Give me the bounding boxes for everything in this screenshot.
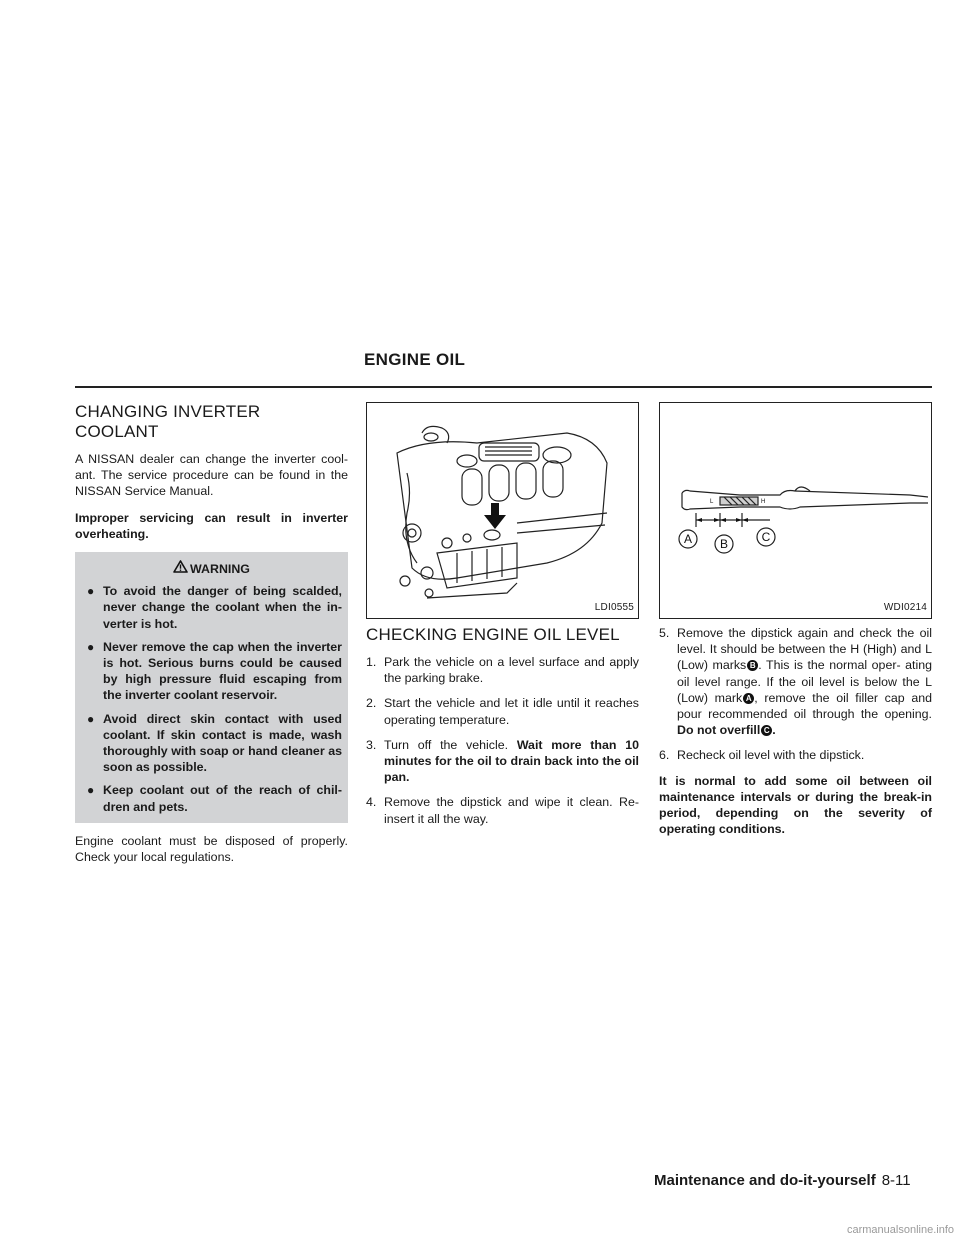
column-3 (659, 402, 932, 847)
bullet-icon: ● (87, 639, 95, 654)
step-item: 2. Start the vehicle and let it idle until it reaches operating temperature. (366, 696, 639, 727)
warning-item: ● Never remove the cap when the inverter is hot. Serious burns could be caused by high pressure fluid escaping from the inverter coolant reservoir. (87, 639, 342, 703)
engine-illustration (367, 403, 638, 618)
coolant-intro: A NISSAN dealer can change the inverter cool- ant. The service procedure can be found in the NISSAN Service Manual. (75, 452, 348, 499)
mark-a-icon: A (743, 693, 754, 704)
step-item: 3. Turn off the vehicle. Wait more than 10 minutes for the oil to drain back into the oil pan. (366, 737, 639, 785)
page-number: 8-11 (881, 1172, 911, 1189)
mark-b-icon: B (747, 660, 758, 671)
warning-item: ● To avoid the danger of being scalded, never change the coolant when the in- verter is hot. (87, 584, 342, 631)
fig-mark-b: B (719, 537, 729, 551)
warning-title: WARNING (190, 561, 250, 576)
dipstick-mark-h: H (761, 499, 766, 505)
bullet-icon: ● (87, 584, 95, 599)
mark-c-icon: C (761, 725, 772, 736)
step-item: 5. Remove the dipstick again and check the oil level. It should be between the H (High) and L (Low) marks B . This is the normal oper- ating oil level range. If the oil level is below the L (Low) mark A , remove the oil filler cap and pour recommended oil through the opening. Do not overfill C . (659, 626, 933, 738)
oil-steps-cont (659, 625, 932, 764)
dipstick-illustration (660, 403, 931, 618)
fig-mark-c: C (761, 530, 771, 544)
coolant-heading: CHANGING INVERTER COOLANT (75, 402, 261, 441)
watermark: carmanualsonline.info (846, 1224, 954, 1236)
bullet-icon: ● (87, 711, 95, 726)
section-title: ENGINE OIL (364, 350, 466, 369)
chapter-title: Maintenance and do-it-yourself (654, 1172, 876, 1189)
section-rule (75, 386, 932, 388)
warning-item: ● Keep coolant out of the reach of chil- dren and pets. (87, 783, 342, 814)
figure-label: LDI0555 (594, 601, 634, 613)
oil-level-heading: CHECKING ENGINE OIL LEVEL (366, 625, 620, 644)
step-item: 1. Park the vehicle on a level surface and apply the parking brake. (366, 655, 639, 686)
warning-header (81, 560, 342, 577)
warning-box (75, 552, 348, 823)
step-item: 6. Recheck oil level with the dipstick. (659, 748, 865, 763)
dipstick-mark-l: L (710, 499, 714, 505)
step-item: 4. Remove the dipstick and wipe it clean. Re- insert it all the way. (366, 795, 639, 826)
fig-mark-a: A (683, 532, 693, 546)
figure-label: WDI0214 (883, 601, 927, 613)
column-1 (75, 402, 348, 875)
bullet-icon: ● (87, 783, 95, 798)
dipstick-figure (659, 402, 932, 619)
warning-item: ● Avoid direct skin contact with used coolant. If skin contact is made, wash thoroughly with soap or hand cleaner as soon as possible. (87, 711, 342, 775)
coolant-caution: Improper servicing can result in inverter overheating. (75, 510, 348, 541)
coolant-disposal: Engine coolant must be disposed of properly. Check your local regulations. (75, 833, 348, 865)
oil-steps (366, 654, 639, 827)
page-footer (654, 1172, 911, 1189)
column-2 (366, 402, 639, 836)
warning-triangle-icon (173, 560, 188, 577)
engine-figure (366, 402, 639, 619)
oil-note: It is normal to add some oil between oil maintenance intervals or during the break-in period, depending on the severity of operating conditions. (659, 773, 932, 837)
